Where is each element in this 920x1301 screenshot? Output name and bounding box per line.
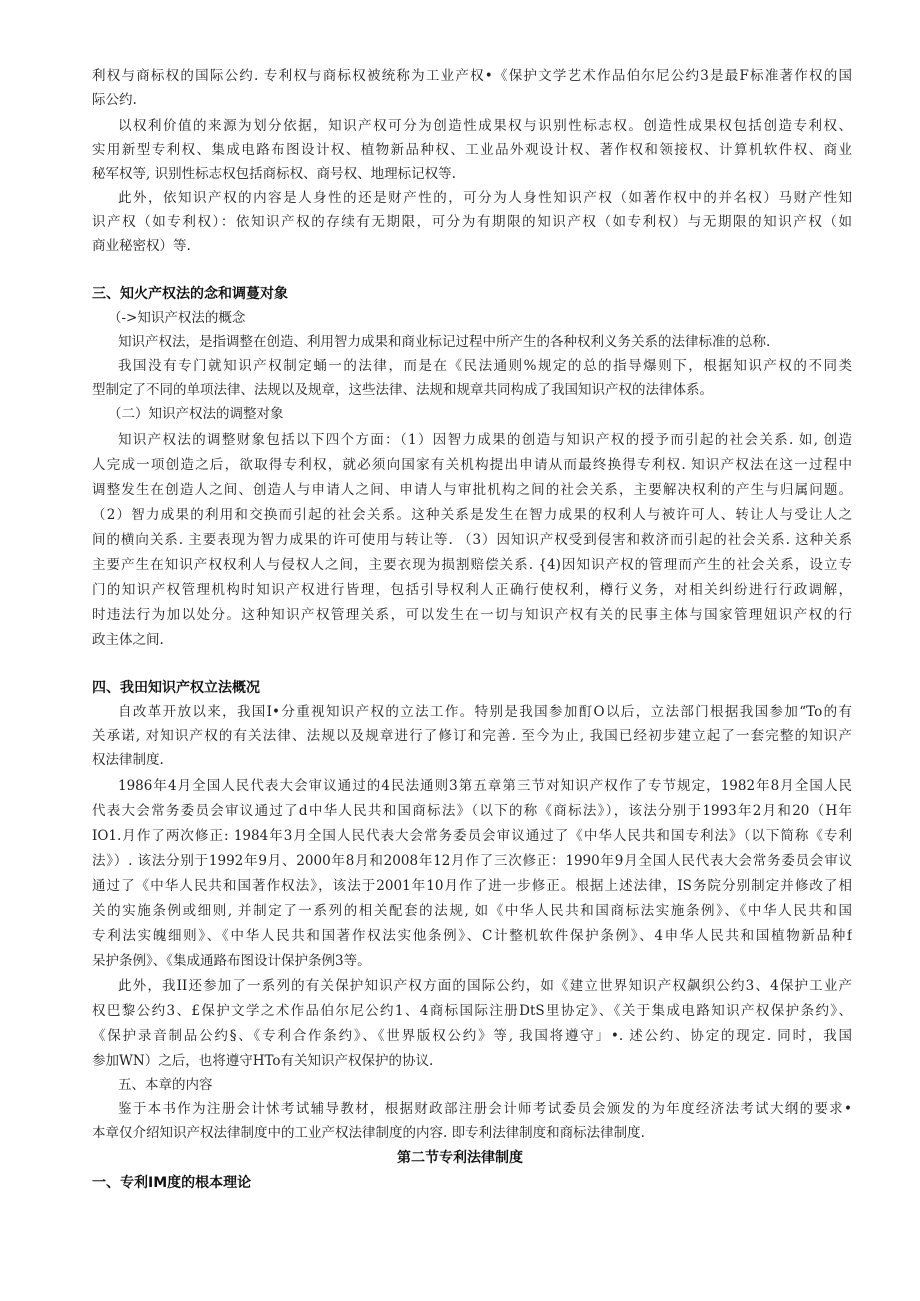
paragraph-line: 人完成一项创造之后，欲取得专利权，就必须向国家有关机构提出申请从而最终换得专利权. 知识产权法在这一过程中: [92, 457, 852, 473]
paragraph-line: 鉴于本书作为注册会计怵考试辅导教材，根据财政部注册会计师考试委员会颁发的为年度经济法考试大纲的要求•: [118, 1101, 852, 1117]
paragraph-line: 利权与商标权的国际公约. 专利权与商标权被统称为工业产权•《保护文学艺术作品伯尔尼公约3是最F标准著作权的国: [92, 68, 852, 84]
paragraph-line: IO1.月作了两次修正: 1984年3月全国人民代表大会常务委员会审议通过了《中华人民共和国专利法》（以下简称《专利: [92, 828, 852, 844]
paragraph-line: 我国没有专门就知识产权制定蛹一的法律，而是在《民法通则%规定的总的指导爆则下，根据知识产权的不同类: [118, 358, 852, 374]
paragraph-line: 商业秘密权）等.: [92, 238, 191, 254]
paragraph-line: 代表大会常务委员会审议通过了d中华人民共和国商标法》（以下的称《商标法》），该法分别于1993年2月和20（H年: [92, 803, 852, 819]
paragraph-line: 法》）. 该法分别于1992年9月、2000年8月和2008年12月作了三次修正：1990年9月全国人民代表大会常务委员会审议: [92, 853, 852, 869]
paragraph-line: 1986年4月全国人民代表大会审议通过的4民法通则3第五章第三节对知识产权作了专节规定，1982年8月全国人民: [118, 778, 852, 794]
subheading: （二）知识产权法的调整对象: [108, 406, 284, 422]
paragraph-line: 知识产权法的调整财象包括以下四个方面：（1）因智力成果的创造与知识产权的授予而引起的社会关系. 如, 创造: [118, 432, 852, 448]
paragraph-line: 主要产生在知识产权权利人与侵权人之间，主要衣现为损割赔偿关系. {4)因知识产权的管理而产生的社会关系，设立专: [92, 557, 852, 573]
paragraph-line: 《保护录音制品公约§、《专利合作条约》、《世界版权公约》等, 我国将遵守」•. 述公约、协定的现定. 同时，我国: [92, 1028, 852, 1044]
paragraph-line: 间的横向关系. 主要表现为智力成果的许可使用与转让等. （3）因知识产权受到侵害和救济而引起的社会关系. 这种关系: [92, 532, 852, 548]
paragraph-line: 此外，我II还参加了一系列的有关保护知识产权方面的国际公约，如《建立世界知识产权飙织公约3、4保护工业产: [118, 978, 852, 994]
paragraph-line: 关承诺, 对知识产权的有关法律、法规以及规章进行了修订和完善. 至今为止, 我国已经初步建立起了一套完整的知识产: [92, 728, 852, 744]
paragraph-line: 以权利价值的来源为划分依据，知识产权可分为创造性成果权与识别性标志权。创造性成果权包括创造专利权、: [118, 118, 852, 134]
paragraph-line: 型制定了不同的单项法律、法规以及规章，这些法律、法规和规章共同构成了我国知识产权的法律体系。: [92, 382, 713, 398]
section-heading-4: 四、我田知识产权立法概况: [92, 680, 260, 696]
paragraph-line: （2）智力成果的利用和交换而引起的社会关系。这种关系是发生在智力成果的权利人与被许可人、转让人与受让人之: [92, 507, 852, 523]
paragraph-line: 专利法实魄细则》、《中华人民共和国著作权法实他条例》、C计整机软件保护条例》、4申华人民共和国植物新品种f: [92, 928, 852, 944]
paragraph-line: 关的实施条例或细则, 并制定了一系列的相关配套的法规, 如《中华人民共和国商标法实施条例》、《中华人民共和国: [92, 903, 852, 919]
paragraph-line: 门的知识产权管理机构时知识产权进行皆理，包括引导权利人正确行使权利，樽行义务，对相关纠纷进行行政调解，: [92, 582, 852, 598]
paragraph-line: 识产权（如专利权）：依知识产权的存续有无期限，可分为有期限的知识产权（如专利权）与无期限的知识产权（如: [92, 214, 852, 230]
paragraph-line: 权法律制度.: [92, 752, 164, 768]
paragraph-line: 参加WN）之后，也将遵守HTo有关知识产权保护的协议.: [92, 1053, 434, 1069]
section-heading-3: 三、知火产权法的念和调蔓对象: [92, 286, 288, 302]
paragraph-line: 知识产权法，是指调整在创造、利用智力成果和商业标记过程中所产生的各种权利义务关系的法律标准的总称.: [118, 334, 771, 350]
paragraph-line: 呆护条例》、《集成通路布图设计保护条例3等。: [92, 953, 371, 969]
paragraph-line: 际公约.: [92, 92, 137, 108]
paragraph-line: 政主体之间.: [92, 632, 164, 648]
paragraph-line: 本章仅介绍知识产权法律制度中的工业产权法律制度的内容. 即专利法律制度和商标法律制度.: [92, 1125, 645, 1141]
paragraph-line: 秘军权等, 识别性标志权包括商标权、商号权、地理标记权等.: [92, 166, 456, 182]
paragraph-line: 调整发生在创造人之间、创造人与申请人之间、申请人与审批机构之间的社会关系，主要解决权利的产生与归属问题。: [92, 482, 852, 498]
subsection-heading: 一、专利IM度的根本理论: [92, 1175, 252, 1191]
paragraph-line: 时违法行为加以处分。这种知识产权管理关系，可以发生在一切与知识产权有关的民事主体与国家管理妞识产权的行: [92, 607, 852, 623]
paragraph-line: 自改革开放以来，我国I•分重视知识产权的立法工作。特别是我国参加酊O以后，立法部门根据我国参加“To的有: [118, 704, 852, 720]
paragraph-line: 此外，依知识产权的内容是人身性的还是财产性的，可分为人身性知识产权（如著作权中的并名权）马财产性知: [118, 190, 852, 206]
chapter-section-title: 第二节专利法律制度: [397, 1150, 523, 1166]
section-heading-5: 五、本章的内容: [118, 1077, 213, 1093]
paragraph-line: 通过了《中华人民共和国著作权法》，该法于2001年10月作了进一步修正。根据上述法律，IS务院分别制定并修改了相: [92, 878, 852, 894]
paragraph-line: 权巴黎公约3、£保护文学之术作品伯尔尼公约1、4商标国际注册DtS里协定》、《关于集成电路知识产权保护条约》、: [92, 1003, 852, 1019]
subheading: （->知识产权法的概念: [108, 310, 246, 326]
paragraph-line: 实用新型专利权、集成电路布图设计权、植物新品种权、工业品外观设计权、著作权和领接权、计算机软件权、商业: [92, 142, 852, 158]
